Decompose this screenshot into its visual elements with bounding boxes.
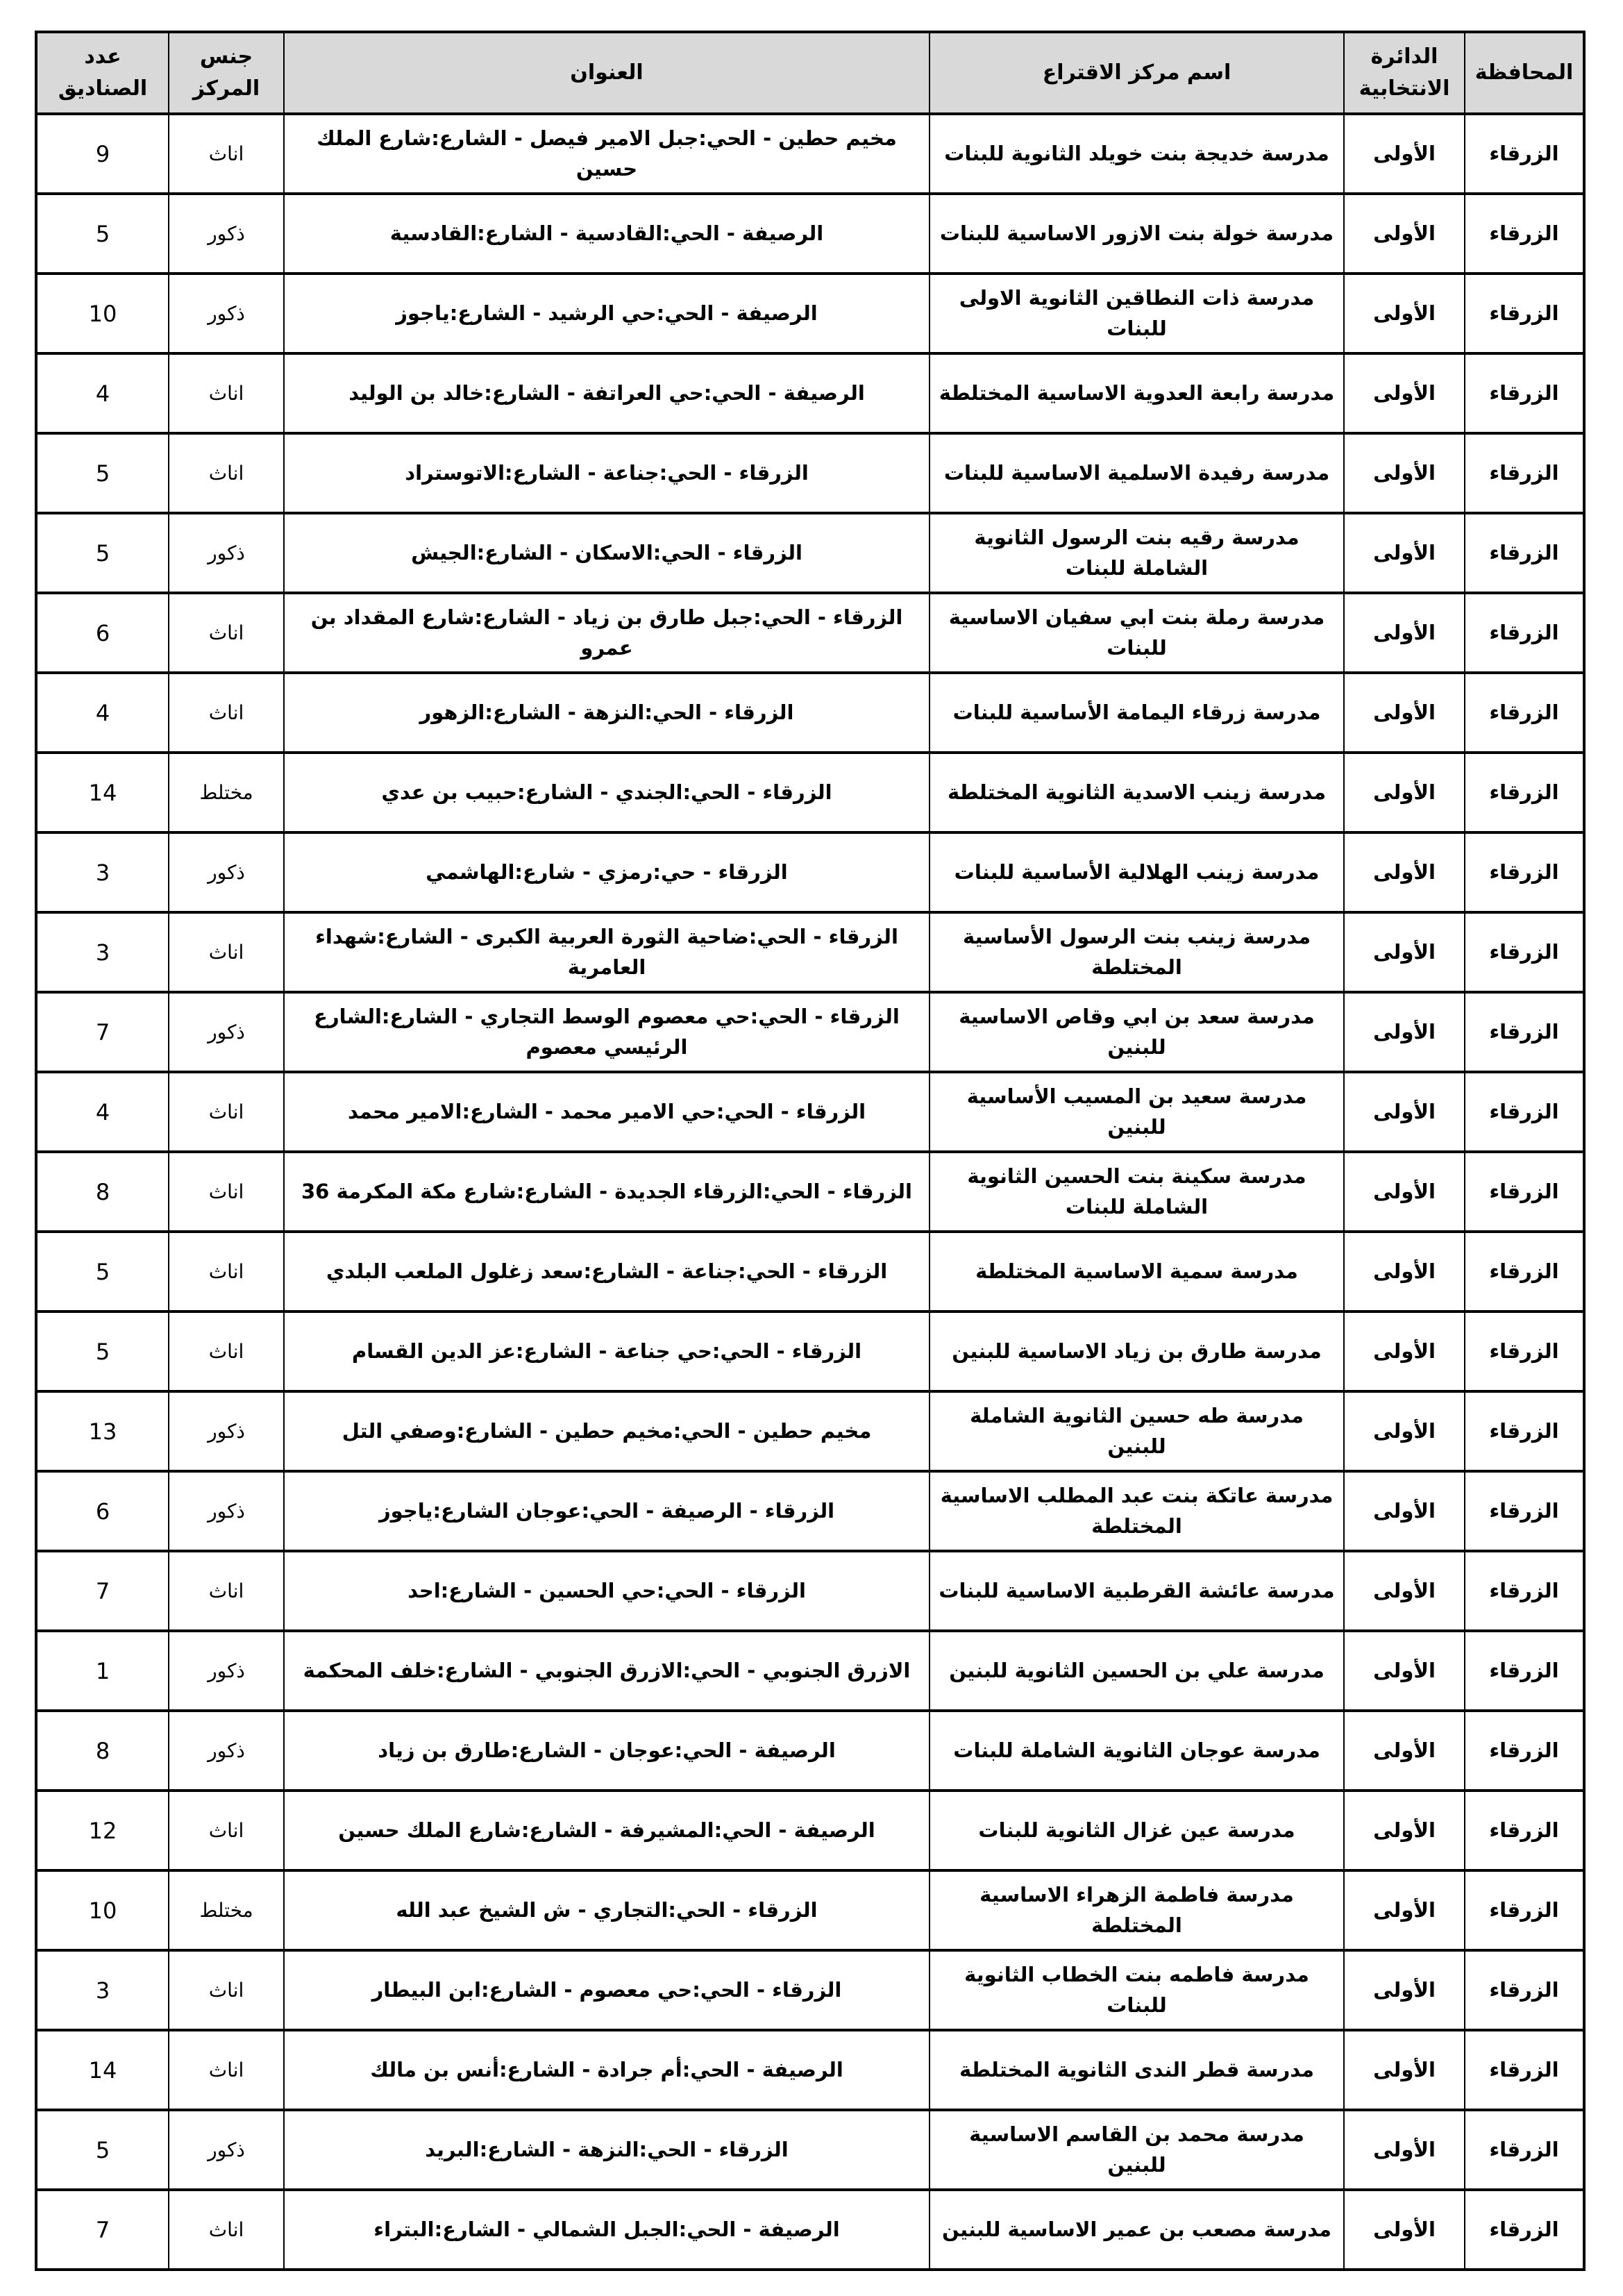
cell-gender: مختلط [169,1870,284,1950]
cell-district: الأولى [1344,1870,1465,1950]
table-row [36,1312,1584,1391]
cell-center-name: مدرسة سكينة بنت الحسين الثانوية الشاملة للبنات [930,1152,1344,1232]
cell-gender: اناث [169,673,284,753]
table-row [36,1791,1584,1870]
cell-governorate: الزرقاء [1465,194,1584,274]
cell-governorate: الزرقاء [1465,1471,1584,1551]
cell-center-name: مدرسة زينب بنت الرسول الأساسية المختلطة [930,912,1344,992]
cell-gender: اناث [169,912,284,992]
cell-address: الرصيفة - الحي:الجبل الشمالي - الشارع:البتراء [284,2190,930,2270]
cell-gender: اناث [169,1072,284,1152]
cell-governorate: الزرقاء [1465,1551,1584,1631]
cell-gender: ذكور [169,513,284,593]
cell-gender: اناث [169,114,284,194]
table-row [36,1391,1584,1471]
table-row [36,114,1584,194]
cell-gender: اناث [169,1232,284,1312]
cell-center-name: مدرسة مصعب بن عمير الاساسية للبنين [930,2190,1344,2270]
cell-governorate: الزرقاء [1465,353,1584,433]
cell-box-count: 14 [36,2030,169,2110]
cell-governorate: الزرقاء [1465,1791,1584,1870]
table-row [36,2190,1584,2270]
table-row [36,2110,1584,2190]
cell-address: الزرقاء - الحي:ضاحية الثورة العربية الكبرى - الشارع:شهداء العامرية [284,912,930,992]
table-row [36,274,1584,353]
cell-governorate: الزرقاء [1465,2190,1584,2270]
cell-center-name: مدرسة رقيه بنت الرسول الثانوية الشاملة للبنات [930,513,1344,593]
cell-address: الزرقاء - الحي:حي معصوم - الشارع:ابن البيطار [284,1950,930,2030]
cell-center-name: مدرسة قطر الندى الثانوية المختلطة [930,2030,1344,2110]
cell-governorate: الزرقاء [1465,274,1584,353]
cell-box-count: 1 [36,1631,169,1711]
polling-centers-table [35,31,1586,2271]
cell-address: الزرقاء - الرصيفة - الحي:عوجان الشارع:ياجوز [284,1471,930,1551]
cell-gender: اناث [169,2030,284,2110]
table-row [36,1152,1584,1232]
cell-center-name: مدرسة زرقاء اليمامة الأساسية للبنات [930,673,1344,753]
cell-center-name: مدرسة زينب الهلالية الأساسية للبنات [930,832,1344,912]
cell-box-count: 5 [36,1312,169,1391]
cell-gender: ذكور [169,1391,284,1471]
cell-governorate: الزرقاء [1465,1631,1584,1711]
header-center-name: اسم مركز الاقتراع [930,32,1344,114]
cell-box-count: 6 [36,593,169,673]
cell-address: الزرقاء - الحي:حي جناعة - الشارع:عز الدين القسام [284,1312,930,1391]
cell-center-name: مدرسة فاطمة الزهراء الاساسية المختلطة [930,1870,1344,1950]
cell-center-name: مدرسة طه حسين الثانوية الشاملة للبنين [930,1391,1344,1471]
table-row [36,433,1584,513]
cell-governorate: الزرقاء [1465,1152,1584,1232]
cell-center-name: مدرسة فاطمه بنت الخطاب الثانوية للبنات [930,1950,1344,2030]
cell-district: الأولى [1344,1471,1465,1551]
cell-district: الأولى [1344,1711,1465,1791]
cell-gender: ذكور [169,832,284,912]
cell-center-name: مدرسة طارق بن زياد الاساسية للبنين [930,1312,1344,1391]
cell-box-count: 8 [36,1152,169,1232]
cell-box-count: 5 [36,1232,169,1312]
cell-governorate: الزرقاء [1465,1711,1584,1791]
cell-district: الأولى [1344,274,1465,353]
cell-center-name: مدرسة رابعة العدوية الاساسية المختلطة [930,353,1344,433]
cell-address: الرصيفة - الحي:أم جرادة - الشارع:أنس بن مالك [284,2030,930,2110]
cell-district: الأولى [1344,1391,1465,1471]
cell-district: الأولى [1344,1950,1465,2030]
cell-address: الزرقاء - الحي:الزرقاء الجديدة - الشارع:شارع مكة المكرمة 36 [284,1152,930,1232]
cell-box-count: 13 [36,1391,169,1471]
header-address: العنوان [284,32,930,114]
cell-gender: اناث [169,1950,284,2030]
cell-district: الأولى [1344,1791,1465,1870]
table-body [36,114,1584,2270]
cell-box-count: 4 [36,673,169,753]
cell-district: الأولى [1344,912,1465,992]
cell-district: الأولى [1344,1312,1465,1391]
header-district: الدائرة الانتخابية [1344,32,1465,114]
cell-governorate: الزرقاء [1465,1391,1584,1471]
cell-governorate: الزرقاء [1465,1870,1584,1950]
table-row [36,673,1584,753]
cell-center-name: مدرسة عائشة القرطبية الاساسية للبنات [930,1551,1344,1631]
table-row [36,753,1584,832]
cell-district: الأولى [1344,513,1465,593]
cell-governorate: الزرقاء [1465,593,1584,673]
cell-center-name: مدرسة عين غزال الثانوية للبنات [930,1791,1344,1870]
cell-box-count: 5 [36,194,169,274]
cell-box-count: 5 [36,433,169,513]
cell-center-name: مدرسة رفيدة الاسلمية الاساسية للبنات [930,433,1344,513]
cell-box-count: 9 [36,114,169,194]
cell-gender: ذكور [169,194,284,274]
cell-box-count: 4 [36,353,169,433]
cell-gender: اناث [169,1551,284,1631]
cell-gender: اناث [169,2190,284,2270]
cell-governorate: الزرقاء [1465,433,1584,513]
cell-address: الزرقاء - الحي:حي معصوم الوسط التجاري - الشارع:الشارع الرئيسي معصوم [284,992,930,1072]
cell-governorate: الزرقاء [1465,1072,1584,1152]
cell-center-name: مدرسة زينب الاسدية الثانوية المختلطة [930,753,1344,832]
table-row [36,992,1584,1072]
cell-address: مخيم حطين - الحي:مخيم حطين - الشارع:وصفي التل [284,1391,930,1471]
cell-center-name: مدرسة عوجان الثانوية الشاملة للبنات [930,1711,1344,1791]
cell-center-name: مدرسة محمد بن القاسم الاساسية للبنين [930,2110,1344,2190]
cell-gender: ذكور [169,1631,284,1711]
cell-address: الزرقاء - الحي:النزهة - الشارع:الزهور [284,673,930,753]
cell-governorate: الزرقاء [1465,114,1584,194]
cell-address: مخيم حطين - الحي:جبل الامير فيصل - الشارع:شارع الملك حسين [284,114,930,194]
cell-center-name: مدرسة علي بن الحسين الثانوية للبنين [930,1631,1344,1711]
cell-district: الأولى [1344,1232,1465,1312]
cell-box-count: 10 [36,1870,169,1950]
cell-box-count: 10 [36,274,169,353]
cell-district: الأولى [1344,433,1465,513]
cell-box-count: 7 [36,1551,169,1631]
cell-box-count: 7 [36,2190,169,2270]
cell-district: الأولى [1344,353,1465,433]
cell-gender: مختلط [169,753,284,832]
cell-box-count: 3 [36,912,169,992]
cell-district: الأولى [1344,832,1465,912]
table-row [36,912,1584,992]
cell-address: الزرقاء - الحي:جناعة - الشارع:سعد زغلول الملعب البلدي [284,1232,930,1312]
cell-governorate: الزرقاء [1465,673,1584,753]
table-row [36,1471,1584,1551]
cell-address: الرصيفة - الحي:حي العراتفة - الشارع:خالد بن الوليد [284,353,930,433]
cell-address: الزرقاء - الحي:النزهة - الشارع:البريد [284,2110,930,2190]
table-row [36,593,1584,673]
cell-district: الأولى [1344,673,1465,753]
cell-box-count: 7 [36,992,169,1072]
table-header [36,32,1584,114]
cell-address: الرصيفة - الحي:عوجان - الشارع:طارق بن زياد [284,1711,930,1791]
cell-gender: ذكور [169,992,284,1072]
cell-address: الزرقاء - الحي:جبل طارق بن زياد - الشارع:شارع المقداد بن عمرو [284,593,930,673]
cell-governorate: الزرقاء [1465,832,1584,912]
cell-address: الزرقاء - الحي:التجاري - ش الشيخ عبد الله [284,1870,930,1950]
cell-gender: ذكور [169,274,284,353]
cell-district: الأولى [1344,194,1465,274]
cell-district: الأولى [1344,1152,1465,1232]
table-row [36,2030,1584,2110]
cell-gender: اناث [169,1791,284,1870]
header-box-count: عدد الصناديق [36,32,169,114]
table-row [36,1711,1584,1791]
cell-governorate: الزرقاء [1465,1232,1584,1312]
cell-center-name: مدرسة خديجة بنت خويلد الثانوية للبنات [930,114,1344,194]
cell-box-count: 5 [36,2110,169,2190]
table-row [36,1631,1584,1711]
cell-center-name: مدرسة خولة بنت الازور الاساسية للبنات [930,194,1344,274]
cell-district: الأولى [1344,753,1465,832]
cell-district: الأولى [1344,114,1465,194]
cell-address: الزرقاء - الحي:حي الحسين - الشارع:احد [284,1551,930,1631]
cell-gender: ذكور [169,1471,284,1551]
cell-governorate: الزرقاء [1465,2110,1584,2190]
cell-address: الزرقاء - الحي:الاسكان - الشارع:الجيش [284,513,930,593]
table-row [36,1072,1584,1152]
cell-governorate: الزرقاء [1465,1312,1584,1391]
cell-box-count: 8 [36,1711,169,1791]
cell-box-count: 3 [36,832,169,912]
table-row [36,832,1584,912]
table-row [36,1551,1584,1631]
cell-district: الأولى [1344,2190,1465,2270]
cell-center-name: مدرسة عاتكة بنت عبد المطلب الاساسية المختلطة [930,1471,1344,1551]
cell-box-count: 14 [36,753,169,832]
header-row [36,32,1584,114]
cell-box-count: 3 [36,1950,169,2030]
cell-district: الأولى [1344,593,1465,673]
cell-district: الأولى [1344,992,1465,1072]
header-governorate: المحافظة [1465,32,1584,114]
cell-box-count: 12 [36,1791,169,1870]
table-row [36,1950,1584,2030]
cell-governorate: الزرقاء [1465,753,1584,832]
table-row [36,194,1584,274]
cell-box-count: 6 [36,1471,169,1551]
cell-governorate: الزرقاء [1465,992,1584,1072]
cell-district: الأولى [1344,2110,1465,2190]
cell-gender: اناث [169,593,284,673]
cell-gender: ذكور [169,1711,284,1791]
cell-center-name: مدرسة رملة بنت ابي سفيان الاساسية للبنات [930,593,1344,673]
cell-district: الأولى [1344,1631,1465,1711]
cell-gender: اناث [169,1312,284,1391]
cell-box-count: 5 [36,513,169,593]
cell-gender: اناث [169,353,284,433]
cell-address: الرصيفة - الحي:حي الرشيد - الشارع:ياجوز [284,274,930,353]
cell-center-name: مدرسة سمية الاساسية المختلطة [930,1232,1344,1312]
cell-center-name: مدرسة سعيد بن المسيب الأساسية للبنين [930,1072,1344,1152]
table-row [36,1870,1584,1950]
cell-gender: اناث [169,1152,284,1232]
cell-address: الرصيفة - الحي:القادسية - الشارع:القادسية [284,194,930,274]
cell-box-count: 4 [36,1072,169,1152]
cell-district: الأولى [1344,1072,1465,1152]
cell-address: الرصيفة - الحي:المشيرفة - الشارع:شارع الملك حسين [284,1791,930,1870]
table-row [36,513,1584,593]
header-center-gender: جنس المركز [169,32,284,114]
cell-address: الزرقاء - الحي:الجندي - الشارع:حبيب بن عدي [284,753,930,832]
cell-address: الزرقاء - الحي:جناعة - الشارع:الاتوستراد [284,433,930,513]
table-row [36,353,1584,433]
cell-district: الأولى [1344,1551,1465,1631]
table-row [36,1232,1584,1312]
cell-address: الزرقاء - حي:رمزي - شارع:الهاشمي [284,832,930,912]
cell-governorate: الزرقاء [1465,912,1584,992]
cell-district: الأولى [1344,2030,1465,2110]
cell-governorate: الزرقاء [1465,1950,1584,2030]
cell-address: الازرق الجنوبي - الحي:الازرق الجنوبي - الشارع:خلف المحكمة [284,1631,930,1711]
cell-center-name: مدرسة ذات النطاقين الثانوية الاولى للبنات [930,274,1344,353]
cell-gender: ذكور [169,2110,284,2190]
cell-center-name: مدرسة سعد بن ابي وقاص الاساسية للبنين [930,992,1344,1072]
cell-governorate: الزرقاء [1465,2030,1584,2110]
cell-governorate: الزرقاء [1465,513,1584,593]
cell-address: الزرقاء - الحي:حي الامير محمد - الشارع:الامير محمد [284,1072,930,1152]
cell-gender: اناث [169,433,284,513]
